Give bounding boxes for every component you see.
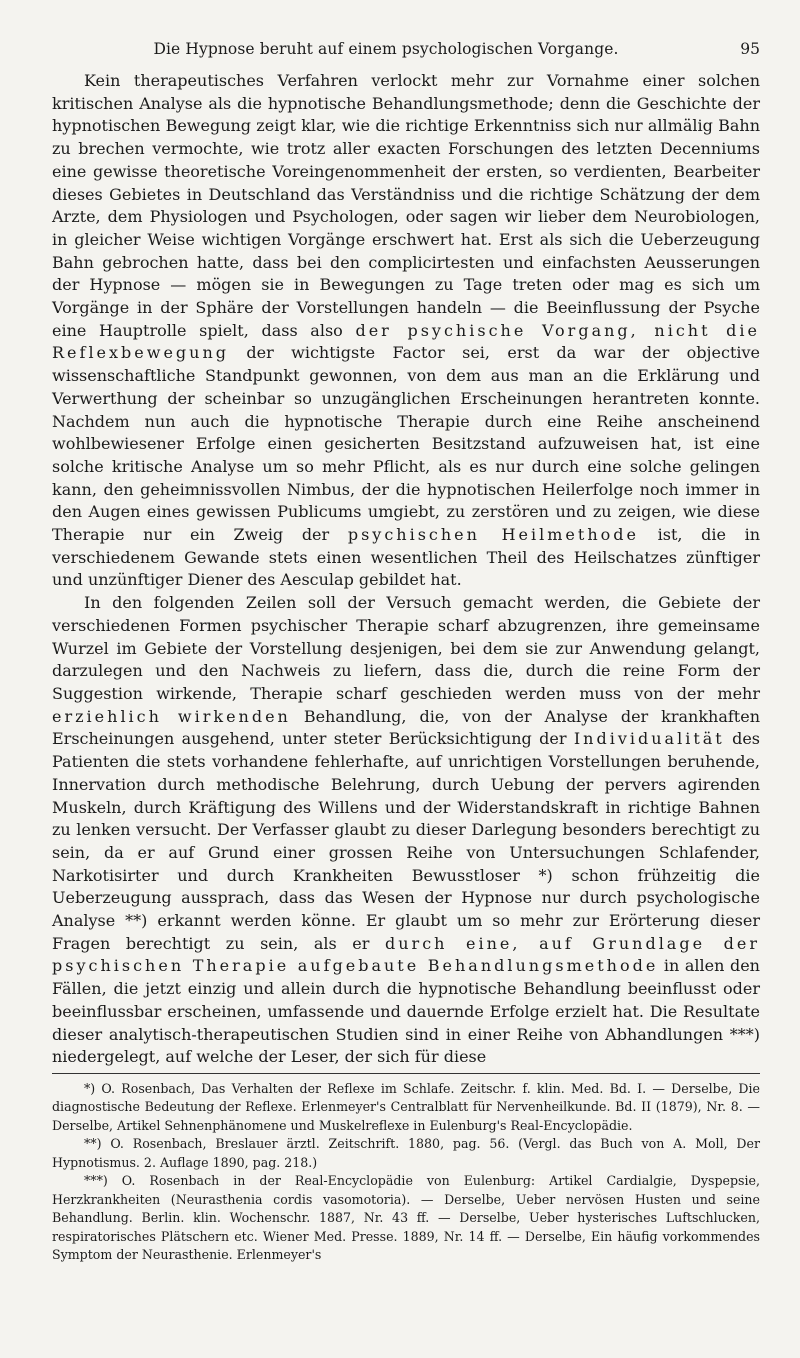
spaced-emphasis: der psychische Vorgang, nicht die Reflexbewegung [52, 320, 760, 363]
text-segment: in allen den Fällen, die jetzt einzig und allein durch die hypnotische Behandlung beeinflusst oder beeinflussbar erscheinen, umfassende und dauernde Erfolge erzielt hat. Die Resultate dieser analytisch-therapeutischen Studien sind in einer Reihe von Abhandlungen ***) niedergelegt, auf welche der Leser, der sich für diese [52, 956, 760, 1067]
text-segment: des Patienten die stets vorhandene fehlerhafte, auf unrichtigen Vorstellungen beruhende, Innervation durch methodische Belehrung, durch Uebung der pervers agirenden Muskeln, durch Kräftigung des Willens und der Widerstandskraft in richtige Bahnen zu lenken versucht. Der Verfasser glaubt zu dieser Darlegung besonders berechtigt zu sein, da er auf Grund einer grossen Reihe von Untersuchungen Schlafender, Narkotisirter und durch Krankheiten Bewusstloser *) schon frühzeitig die Ueberzeugung aussprach, dass das Wesen der Hypnose nur durch psychologische Analyse **) erkannt werden könne. Er glaubt um so mehr zur Erörterung dieser Fragen berechtigt zu sein, als er [52, 729, 760, 953]
spaced-emphasis: psychischen Heilmethode [347, 525, 639, 545]
footnote-2: **) O. Rosenbach, Breslauer ärztl. Zeitschrift. 1880, pag. 56. (Vergl. das Buch von A. Moll, Der Hypnotismus. 2. Auflage 1890, pag. 218.) [52, 1136, 760, 1170]
book-page [52, 40, 760, 1265]
footnote-1: *) O. Rosenbach, Das Verhalten der Reflexe im Schlafe. Zeitschr. f. klin. Med. Bd. I. — Derselbe, Die diagnostische Bedeutung der Reflexe. Erlenmeyer's Centralblatt für Nervenheilkunde. Bd. II (1879), Nr. 8. — Derselbe, Artikel Sehnenphänomene und Muskelreflexe in Eulenburg's Real-Encyclopädie. [52, 1080, 760, 1133]
text-segment: In den folgenden Zeilen soll der Versuch gemacht werden, die Gebiete der verschiedenen Formen psychischer Therapie scharf abzugrenzen, ihre gemeinsame Wurzel im Gebiete der Vorstellung desjenigen, bei dem sie zur Anwendung gelangt, darzulegen und den Nachweis zu liefern, dass die, durch die reine Form der Suggestion wirkende, Therapie scharf geschieden werden muss von der mehr [52, 593, 760, 703]
text-segment: Kein therapeutisches Verfahren verlockt mehr zur Vornahme einer solchen kritischen Analyse als die hypnotische Behandlungsmethode; denn die Geschichte der hypnotischen Bewegung zeigt klar, wie die richtige Erkenntniss sich nur allmälig Bahn zu brechen vermochte, wie trotz aller exacten Forschungen des letzten Decenniums eine gewisse theoretische Voreingenommenheit der ersten, so verdienten, Bearbeiter dieses Gebietes in Deutschland das Verständniss und die richtige Schätzung der dem Arzte, dem Physiologen und Psychologen, oder sagen wir lieber dem Neurobiologen, in gleicher Weise wichtigen Vorgänge erschwert hat. Erst als sich die Ueberzeugung Bahn gebrochen hatte, dass bei den complicirtesten und einfachsten Aeusserungen der Hypnose — mögen sie in Bewegungen zu Tage treten oder mag es sich um Vorgänge in der Sphäre der Vorstellungen handeln — die Beeinflussung der Psyche eine Hauptrolle spielt, dass also [52, 71, 760, 340]
body-text [52, 70, 760, 1069]
footnote-3: ***) O. Rosenbach in der Real-Encyclopädie von Eulenburg: Artikel Cardialgie, Dyspepsie, Herzkrankheiten (Neurasthenia cordis vasomotoria). — Derselbe, Ueber nervösen Husten und seine Behandlung. Berlin. klin. Wochenschr. 1887, Nr. 43 ff. — Derselbe, Ueber hysterisches Luftschlucken, respiratorisches Plätschern etc. Wiener Med. Presse. 1889, Nr. 14 ff. — Derselbe, Ein häufig vorkommendes Symptom der Neurasthenie. Erlenmeyer's [52, 1173, 760, 1263]
page-header [52, 40, 760, 70]
text-segment: ist, die in verschiedenem Gewande stets einen wesentlichen Theil des Heilschatzes zünftiger und unzünftiger Diener des Aesculap gebildet hat. [52, 525, 761, 590]
paragraph-2 [52, 592, 760, 1069]
text-segment: Behandlung, die, von der Analyse der krankhaften Erscheinungen ausgehend, unter steter Berücksichtigung der [52, 706, 761, 749]
paragraph-1 [52, 70, 760, 592]
spaced-emphasis: erziehlich wirkenden [52, 706, 291, 726]
text-segment: der wichtigste Factor sei, erst da war der objective wissenschaftliche Standpunkt gewonnen, von dem aus man an die Erklärung und Verwerthung der scheinbar so unzugänglichen Erscheinungen herantreten konnte. Nachdem nun auch die hypnotische Therapie durch eine Reihe anscheinend wohlbewiesener Erfolge einen gesicherten Besitzstand aufzuweisen hat, ist eine solche kritische Analyse um so mehr Pflicht, als es nur durch eine solche gelingen kann, den geheimnissvollen Nimbus, der die hypnotischen Heilerfolge noch immer in den Augen eines gewissen Publicums umgiebt, zu zerstören und zu zeigen, wie diese Therapie nur ein Zweig der [52, 343, 760, 545]
spaced-emphasis: Individualität [573, 729, 725, 749]
running-title: Die Hypnose beruht auf einem psychologischen Vorgange. [153, 40, 619, 58]
footnotes [52, 1073, 760, 1265]
spaced-emphasis: durch eine, auf Grundlage der psychischen Therapie aufgebaute Behandlungsmethode [52, 933, 760, 976]
page-number: 95 [740, 40, 760, 58]
